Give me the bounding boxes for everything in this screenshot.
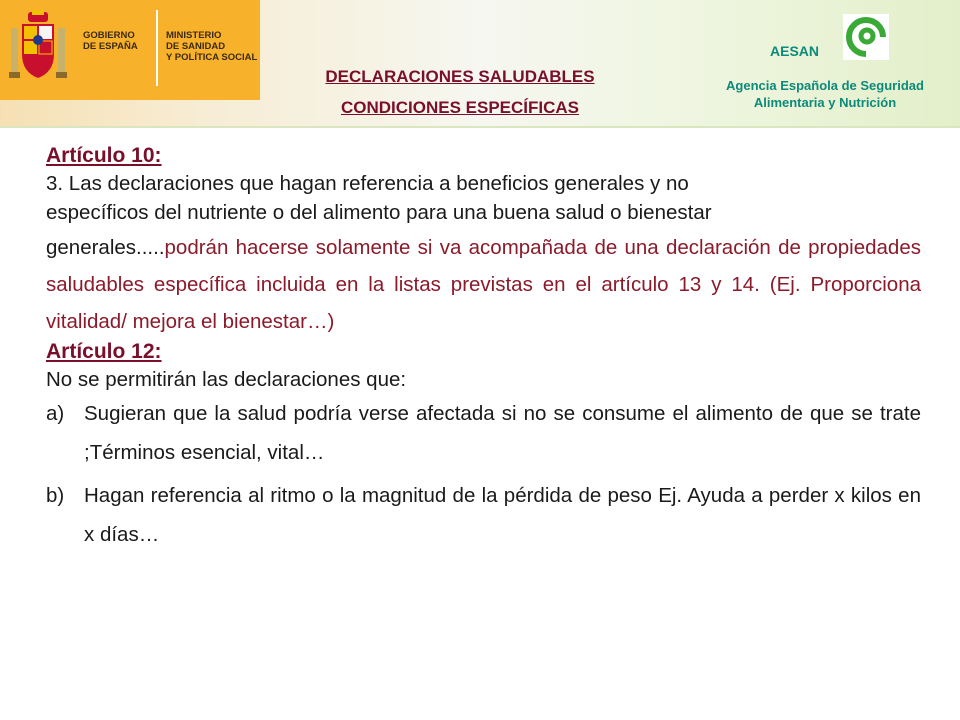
article-10-line-2: específicos del nutriente o del alimento para una buena salud o bienestar <box>46 201 712 224</box>
page-title: DECLARACIONES SALUDABLES <box>325 67 595 86</box>
agency-acronym: AESAN <box>770 43 820 59</box>
article-10-line-1: 3. Las declaraciones que hagan referencia a beneficios generales y no <box>46 172 689 195</box>
article-12-heading: Artículo 12: <box>46 340 162 363</box>
article-10-paragraph <box>46 229 921 340</box>
article-10-lead: generales..... <box>46 236 165 259</box>
list-marker-a: a) <box>46 402 65 425</box>
aesan-logo-icon <box>843 14 889 60</box>
header-band <box>0 0 960 128</box>
government-name: GOBIERNO DE ESPAÑA <box>83 30 138 52</box>
list-marker-b: b) <box>46 484 65 507</box>
agency-name: Agencia Española de Seguridad Alimentaria y Nutrición <box>726 78 924 110</box>
list-item-text-a: Sugieran que la salud podría verse afectada si no se consume el alimento de que se trate ;Términos esencial, vital… <box>84 402 921 464</box>
government-logo-block <box>0 0 260 100</box>
logo-divider <box>156 10 158 86</box>
article-10-heading: Artículo 10: <box>46 144 162 167</box>
list-item <box>46 394 921 472</box>
list-item <box>46 476 921 554</box>
main-content <box>46 143 921 554</box>
page-subtitle: CONDICIONES ESPECÍFICAS <box>340 98 580 117</box>
article-10-condition: podrán hacerse solamente si va acompañada de una declaración de propiedades saludables específica incluida en la listas previstas en el artículo 13 y 14. (Ej. Proporciona vitalidad/ mejora el bienestar…) <box>46 236 921 333</box>
coat-of-arms-icon <box>8 10 68 84</box>
list-item-text-b: Hagan referencia al ritmo o la magnitud de la pérdida de peso Ej. Ayuda a perder x kilos en x días… <box>84 484 921 546</box>
ministry-name: MINISTERIO DE SANIDAD Y POLÍTICA SOCIAL <box>166 30 258 63</box>
article-12-intro: No se permitirán las declaraciones que: <box>46 368 407 391</box>
